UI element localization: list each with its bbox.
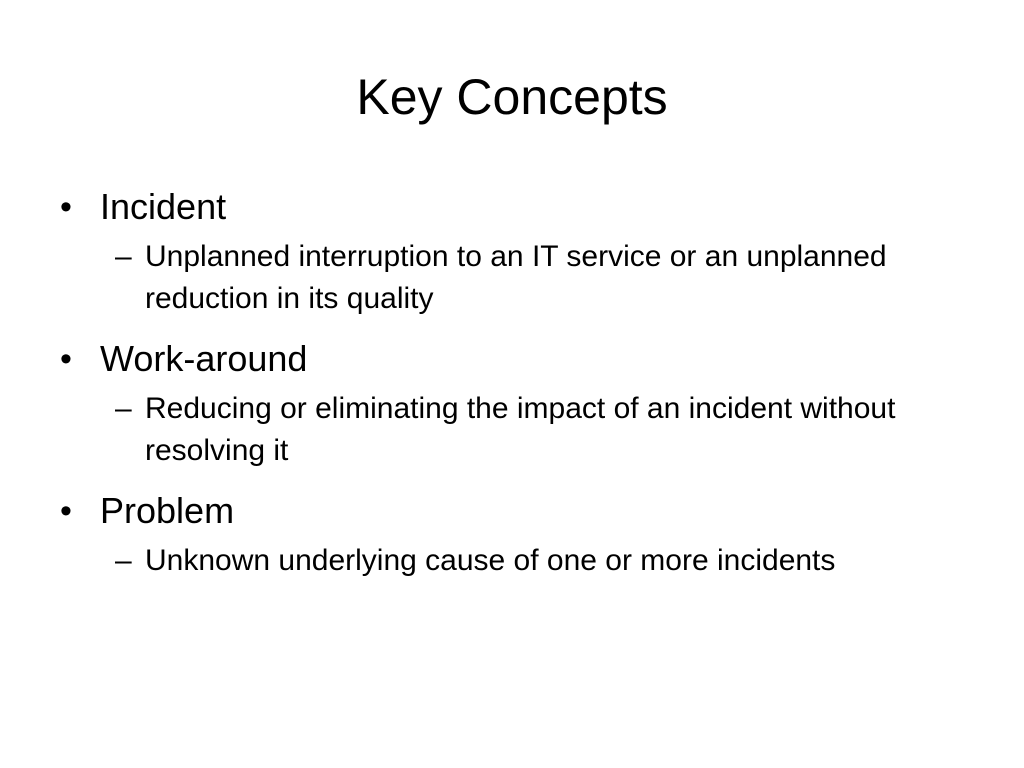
slide-title: Key Concepts (356, 69, 668, 125)
bullet-term: Incident (100, 186, 227, 227)
bullet-dot-icon: • (60, 492, 72, 530)
dash-icon: – (115, 392, 132, 425)
bullet-incident (60, 178, 980, 320)
slide-body (60, 178, 980, 592)
bullet-level-2 (115, 540, 980, 582)
bullet-level-1 (60, 330, 980, 388)
dash-icon: – (115, 544, 132, 577)
bullet-level-1 (60, 178, 980, 236)
bullet-level-2 (115, 236, 980, 320)
bullet-term: Problem (100, 490, 235, 531)
bullet-work-around (60, 330, 980, 472)
bullet-level-2 (115, 388, 980, 472)
bullet-definition: Reducing or eliminating the impact of an incident without resolving it (145, 392, 896, 467)
bullet-term: Work-around (100, 338, 308, 379)
bullet-definition: Unplanned interruption to an IT service or an unplanned reduction in its quality (145, 240, 887, 315)
bullet-problem (60, 482, 980, 582)
dash-icon: – (115, 240, 132, 273)
bullet-dot-icon: • (60, 340, 72, 378)
bullet-definition: Unknown underlying cause of one or more incidents (145, 544, 836, 577)
bullet-dot-icon: • (60, 188, 72, 226)
bullet-level-1 (60, 482, 980, 540)
